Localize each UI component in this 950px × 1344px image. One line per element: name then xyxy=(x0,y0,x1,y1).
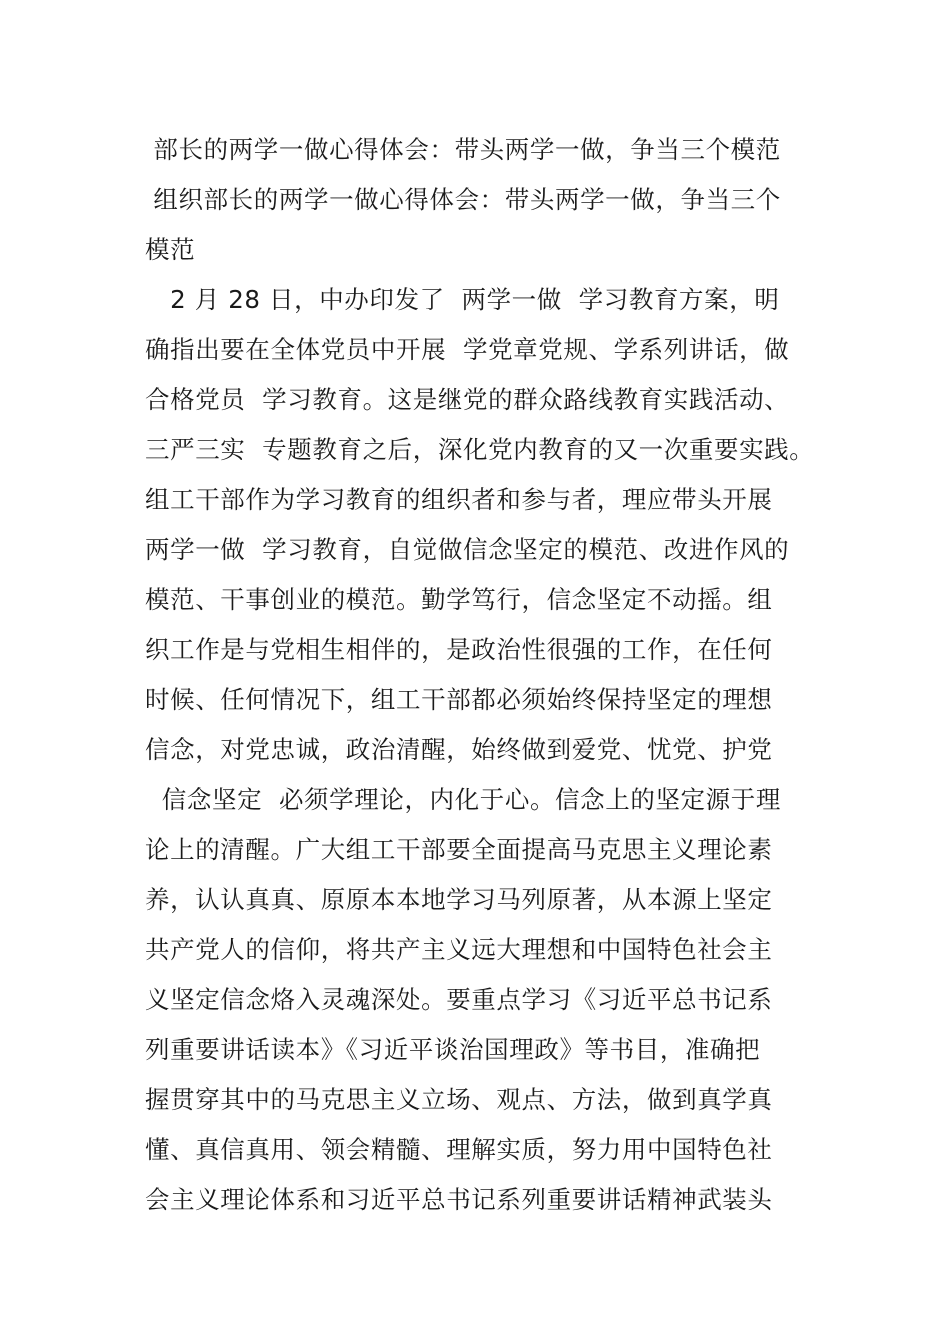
body-line: 合格党员 学习教育。这是继党的群众路线教育实践活动、 xyxy=(145,385,790,414)
body-line: 三严三实 专题教育之后，深化党内教育的又一次重要实践。 xyxy=(145,435,815,464)
document-subtitle-line-2: 模范 xyxy=(145,235,196,264)
body-line: 模范、干事创业的模范。勤学笃行，信念坚定不动摇。组 xyxy=(145,585,773,614)
body-line: 论上的清醒。广大组工干部要全面提高马克思主义理论素 xyxy=(145,835,773,864)
body-line: 确指出要在全体党员中开展 学党章党规、学系列讲话，做 xyxy=(145,335,790,364)
body-line: 会主义理论体系和习近平总书记系列重要讲话精神武装头 xyxy=(145,1185,773,1214)
body-line: 义坚定信念烙入灵魂深处。要重点学习《习近平总书记系 xyxy=(145,985,773,1014)
body-line: 握贯穿其中的马克思主义立场、观点、方法，做到真学真 xyxy=(145,1085,773,1114)
body-line: 时候、任何情况下，组工干部都必须始终保持坚定的理想 xyxy=(145,685,773,714)
body-line: 信念，对党忠诚，政治清醒，始终做到爱党、忧党、护党 xyxy=(145,735,773,764)
body-line: 2 月 28 日，中办印发了 两学一做 学习教育方案，明 xyxy=(145,285,780,314)
document-title: 部长的两学一做心得体会：带头两学一做，争当三个模范 xyxy=(145,135,781,164)
body-line: 组工干部作为学习教育的组织者和参与者，理应带头开展 xyxy=(145,485,773,514)
body-line: 共产党人的信仰，将共产主义远大理想和中国特色社会主 xyxy=(145,935,773,964)
body-line: 养，认认真真、原原本本地学习马列原著，从本源上坚定 xyxy=(145,885,773,914)
body-line: 信念坚定 必须学理论，内化于心。信念上的坚定源于理 xyxy=(145,785,781,814)
body-line: 织工作是与党相生相伴的，是政治性很强的工作，在任何 xyxy=(145,635,773,664)
body-line: 懂、真信真用、领会精髓、理解实质，努力用中国特色社 xyxy=(145,1135,773,1164)
body-line: 两学一做 学习教育，自觉做信念坚定的模范、改进作风的 xyxy=(145,535,790,564)
document-subtitle-line-1: 组织部长的两学一做心得体会：带头两学一做，争当三个 xyxy=(145,185,781,214)
body-line: 列重要讲话读本》《习近平谈治国理政》等书目，准确把 xyxy=(145,1035,761,1064)
